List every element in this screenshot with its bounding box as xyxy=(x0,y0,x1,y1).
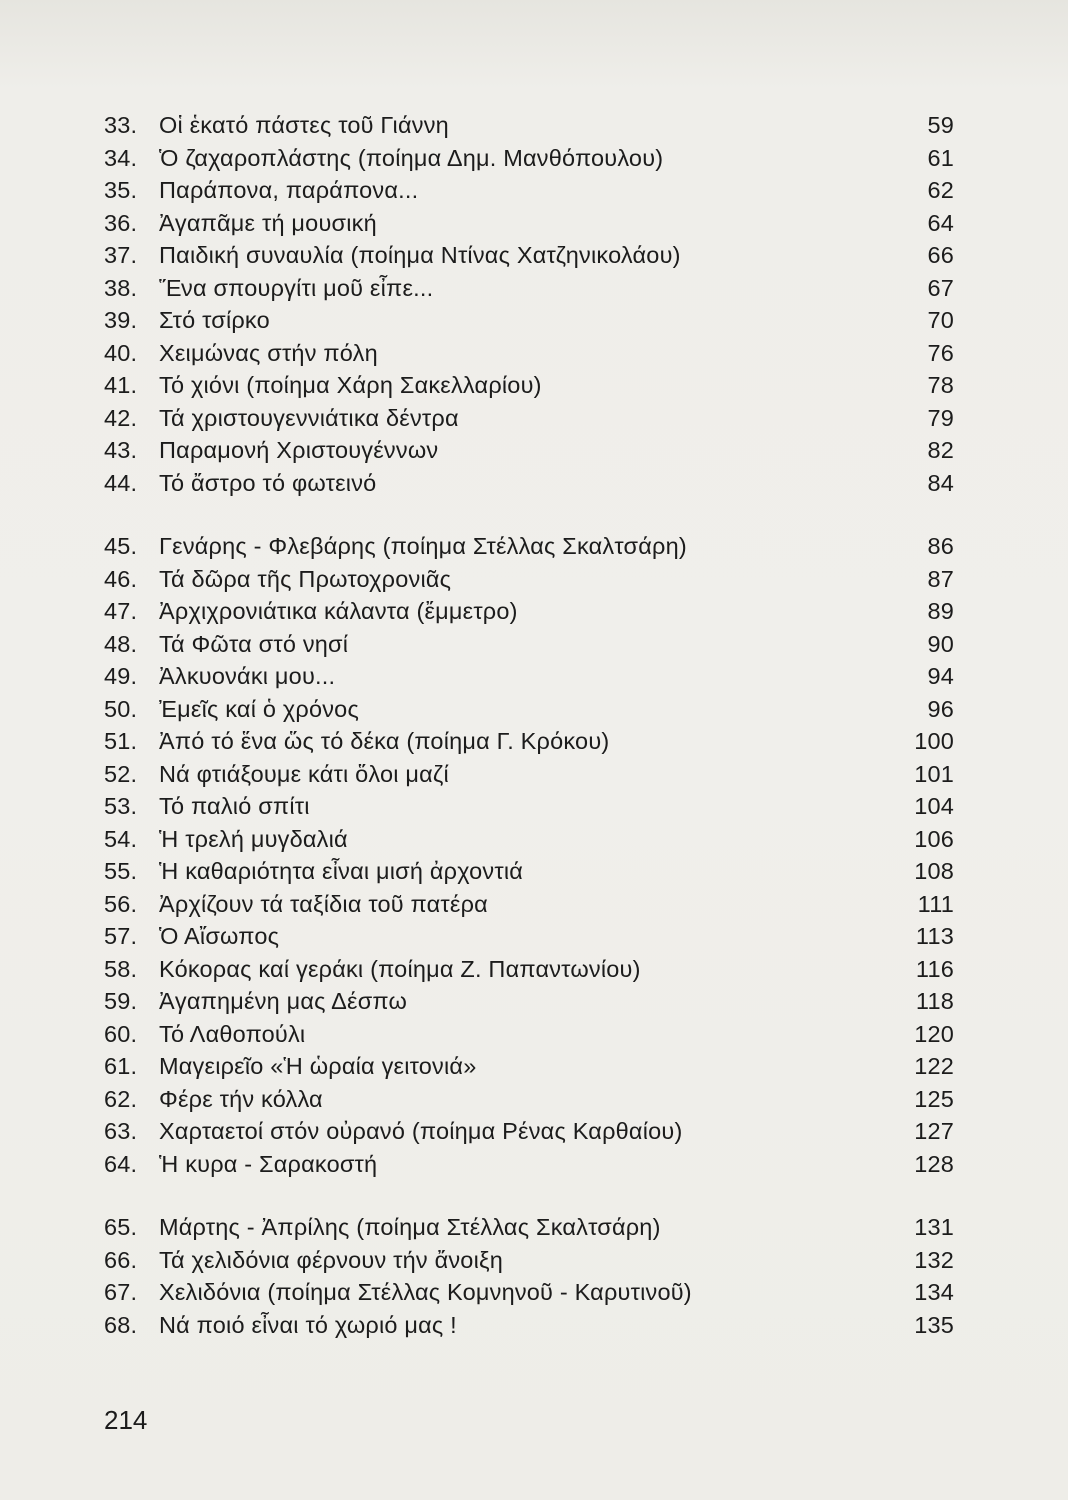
toc-entry-page: 90 xyxy=(927,630,954,657)
toc-entry-page: 134 xyxy=(914,1279,954,1305)
toc-entry-title: Στό τσίρκο xyxy=(159,307,270,333)
toc-entry-number: 60. xyxy=(104,1020,138,1047)
toc-entry-page: 96 xyxy=(927,695,954,722)
toc-entry-title: Ἀλκυονάκι μου... xyxy=(159,663,336,689)
toc-entry xyxy=(104,207,954,240)
toc-entry-number: 61. xyxy=(104,1053,138,1079)
toc-entry-number: 46. xyxy=(104,565,138,592)
toc-entry-title: Γενάρης - Φλεβάρης (ποίημα Στέλλας Σκαλτσάρη) xyxy=(159,533,687,559)
toc-entry-number: 34. xyxy=(104,144,138,171)
toc-entry xyxy=(104,660,954,693)
toc-entry-page: 76 xyxy=(927,339,954,366)
toc-entry-page: 82 xyxy=(927,437,954,463)
toc-entry xyxy=(104,272,954,305)
toc-entry-number: 44. xyxy=(104,469,138,496)
toc-entry-number: 58. xyxy=(104,955,138,982)
toc-entry-number: 38. xyxy=(104,274,138,301)
toc-entry-page: 62 xyxy=(927,177,954,203)
toc-group xyxy=(104,109,954,499)
toc-entry xyxy=(104,369,954,402)
toc-entry-number: 63. xyxy=(104,1118,138,1144)
toc-entry-page: 87 xyxy=(927,565,954,592)
toc-entry-page: 59 xyxy=(927,112,954,138)
toc-group xyxy=(104,1211,954,1341)
toc-entry xyxy=(104,920,954,953)
toc-entry-title: Τό Λαθοπούλι xyxy=(159,1020,306,1047)
toc-entry-title: Χειμώνας στήν πόλη xyxy=(159,339,378,366)
toc-entry-page: 70 xyxy=(927,307,954,333)
toc-entry-page: 67 xyxy=(927,274,954,301)
toc-entry-title: Οἱ ἑκατό πάστες τοῦ Γιάννη xyxy=(159,112,449,138)
toc-entry-title: Ἡ καθαριότητα εἶναι μισή ἀρχοντιά xyxy=(159,858,524,884)
toc-entry-number: 56. xyxy=(104,890,138,917)
toc-entry xyxy=(104,985,954,1018)
toc-entry xyxy=(104,1115,954,1148)
toc-entry-page: 64 xyxy=(927,209,954,236)
toc-entry xyxy=(104,239,954,272)
toc-entry-page: 86 xyxy=(927,533,954,559)
toc-entry-title: Τά χελιδόνια φέρνουν τήν ἄνοιξη xyxy=(159,1246,503,1273)
toc-entry-title: Νά ποιό εἶναι τό χωριό μας ! xyxy=(159,1311,457,1338)
toc-entry-title: Ἐμεῖς καί ὁ χρόνος xyxy=(159,695,359,722)
toc-entry-page: 127 xyxy=(914,1118,954,1144)
toc-entry-number: 59. xyxy=(104,988,138,1014)
toc-entry-number: 68. xyxy=(104,1311,138,1338)
toc-entry-number: 43. xyxy=(104,437,138,463)
toc-entry xyxy=(104,595,954,628)
toc-entry-page: 94 xyxy=(927,663,954,689)
table-of-contents xyxy=(104,109,954,1341)
toc-entry-page: 111 xyxy=(917,890,954,917)
toc-entry-number: 65. xyxy=(104,1214,138,1240)
toc-entry xyxy=(104,790,954,823)
toc-entry-title: Παράπονα, παράπονα... xyxy=(159,177,419,203)
toc-entry-title: Χαρταετοί στόν οὐρανό (ποίημα Ρένας Καρθαίου) xyxy=(159,1118,683,1144)
toc-entry xyxy=(104,174,954,207)
toc-entry xyxy=(104,467,954,500)
toc-entry-title: Κόκορας καί γεράκι (ποίημα Ζ. Παπαντωνίου) xyxy=(159,955,641,982)
toc-entry xyxy=(104,725,954,758)
toc-entry-page: 113 xyxy=(915,923,954,949)
toc-entry-title: Νά φτιάξουμε κάτι ὅλοι μαζί xyxy=(159,760,449,787)
toc-entry-page: 120 xyxy=(914,1020,954,1047)
toc-entry xyxy=(104,434,954,467)
toc-entry-page: 118 xyxy=(915,988,954,1014)
toc-entry-page: 125 xyxy=(914,1085,954,1112)
toc-entry-page: 108 xyxy=(914,858,954,884)
toc-entry-page: 132 xyxy=(914,1246,954,1273)
toc-entry-number: 53. xyxy=(104,793,138,819)
toc-entry-number: 47. xyxy=(104,598,138,624)
toc-entry xyxy=(104,1148,954,1181)
toc-entry-number: 51. xyxy=(104,728,138,754)
toc-entry xyxy=(104,823,954,856)
toc-entry-page: 122 xyxy=(914,1053,954,1079)
toc-entry-title: Ὁ ζαχαροπλάστης (ποίημα Δημ. Μανθόπουλου) xyxy=(159,144,664,171)
toc-entry-number: 67. xyxy=(104,1279,138,1305)
toc-entry xyxy=(104,953,954,986)
toc-entry-number: 40. xyxy=(104,339,138,366)
toc-entry-page: 104 xyxy=(914,793,954,819)
page-number: 214 xyxy=(104,1405,148,1435)
toc-entry xyxy=(104,1018,954,1051)
toc-entry-number: 39. xyxy=(104,307,138,333)
toc-entry xyxy=(104,402,954,435)
toc-entry-title: Ἀπό τό ἕνα ὥς τό δέκα (ποίημα Γ. Κρόκου) xyxy=(159,728,610,754)
toc-entry xyxy=(104,109,954,142)
toc-entry-number: 57. xyxy=(104,923,138,949)
toc-entry xyxy=(104,888,954,921)
toc-entry xyxy=(104,530,954,563)
toc-entry-page: 79 xyxy=(927,404,954,431)
toc-entry-number: 54. xyxy=(104,825,138,852)
toc-entry-number: 52. xyxy=(104,760,138,787)
toc-entry-page: 106 xyxy=(914,825,954,852)
toc-entry-title: Ἀρχιχρονιάτικα κάλαντα (ἔμμετρο) xyxy=(159,598,518,624)
toc-entry-title: Τά χριστουγεννιάτικα δέντρα xyxy=(159,404,459,431)
toc-entry-title: Ἀρχίζουν τά ταξίδια τοῦ πατέρα xyxy=(159,890,488,917)
toc-entry-title: Τό ἄστρο τό φωτεινό xyxy=(159,469,377,496)
toc-entry xyxy=(104,1309,954,1342)
toc-entry-title: Ὁ Αἴσωπος xyxy=(159,923,280,949)
toc-entry xyxy=(104,1211,954,1244)
toc-entry-page: 128 xyxy=(914,1150,954,1177)
toc-entry xyxy=(104,1276,954,1309)
toc-entry xyxy=(104,1244,954,1277)
toc-entry xyxy=(104,693,954,726)
toc-entry xyxy=(104,855,954,888)
toc-entry-number: 55. xyxy=(104,858,138,884)
toc-entry-page: 89 xyxy=(927,598,954,624)
toc-entry-title: Τό χιόνι (ποίημα Χάρη Σακελλαρίου) xyxy=(159,372,542,398)
toc-entry-number: 64. xyxy=(104,1150,138,1177)
toc-entry-number: 66. xyxy=(104,1246,138,1273)
toc-entry-number: 45. xyxy=(104,533,138,559)
toc-entry-title: Ἡ κυρα - Σαρακοστή xyxy=(159,1150,378,1177)
toc-entry-title: Τά δῶρα τῆς Πρωτοχρονιᾶς xyxy=(159,565,452,592)
toc-group xyxy=(104,530,954,1180)
toc-entry-page: 61 xyxy=(927,144,954,171)
toc-entry-title: Ἡ τρελή μυγδαλιά xyxy=(159,825,348,852)
toc-entry xyxy=(104,304,954,337)
toc-entry-page: 116 xyxy=(915,955,954,982)
toc-entry-title: Φέρε τήν κόλλα xyxy=(159,1085,323,1112)
toc-entry-title: Ἀγαπημένη μας Δέσπω xyxy=(159,988,408,1014)
toc-entry-title: Μαγειρεῖο «Ἡ ὡραία γειτονιά» xyxy=(159,1053,477,1079)
toc-entry-number: 41. xyxy=(104,372,138,398)
toc-entry-page: 131 xyxy=(914,1214,954,1240)
toc-entry-number: 50. xyxy=(104,695,138,722)
toc-entry-number: 36. xyxy=(104,209,138,236)
toc-entry-title: Παραμονή Χριστουγέννων xyxy=(159,437,439,463)
toc-entry-title: Ἕνα σπουργίτι μοῦ εἶπε... xyxy=(159,274,434,301)
toc-entry-page: 84 xyxy=(927,469,954,496)
toc-entry-title: Χελιδόνια (ποίημα Στέλλας Κομνηνοῦ - Καρυτινοῦ) xyxy=(159,1279,692,1305)
toc-entry xyxy=(104,1050,954,1083)
toc-entry xyxy=(104,628,954,661)
toc-entry-title: Τά Φῶτα στό νησί xyxy=(159,630,349,657)
toc-entry-page: 100 xyxy=(914,728,954,754)
toc-entry-title: Μάρτης - Ἀπρίλης (ποίημα Στέλλας Σκαλτσάρη) xyxy=(159,1214,661,1240)
toc-entry xyxy=(104,563,954,596)
toc-entry-number: 48. xyxy=(104,630,138,657)
toc-entry-number: 35. xyxy=(104,177,138,203)
toc-entry-number: 49. xyxy=(104,663,138,689)
toc-entry-page: 66 xyxy=(927,242,954,268)
toc-entry xyxy=(104,1083,954,1116)
toc-entry-title: Ἀγαπᾶμε τή μουσική xyxy=(159,209,377,236)
toc-entry-number: 62. xyxy=(104,1085,138,1112)
toc-entry-page: 78 xyxy=(927,372,954,398)
toc-entry xyxy=(104,758,954,791)
toc-entry-number: 42. xyxy=(104,404,138,431)
toc-entry xyxy=(104,142,954,175)
toc-entry-title: Παιδική συναυλία (ποίημα Ντίνας Χατζηνικολάου) xyxy=(159,242,681,268)
toc-entry-number: 33. xyxy=(104,112,138,138)
toc-entry xyxy=(104,337,954,370)
toc-entry-page: 135 xyxy=(914,1311,954,1338)
toc-entry-page: 101 xyxy=(914,760,954,787)
toc-entry-title: Τό παλιό σπίτι xyxy=(159,793,310,819)
toc-entry-number: 37. xyxy=(104,242,138,268)
